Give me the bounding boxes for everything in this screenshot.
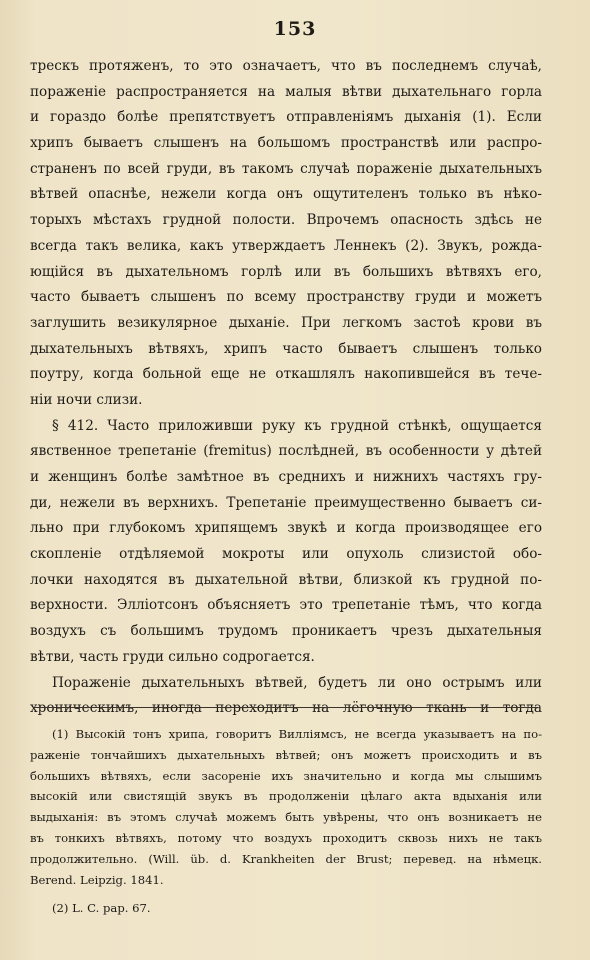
text-line: ди, нежели въ верхнихъ. Трепетаніе преимущественно бываетъ си- xyxy=(30,494,542,511)
footnote-line: продолжительно. (Will. üb. d. Krankheiten der Brust; перевед. на нѣмецк. xyxy=(30,851,542,866)
page-number: 153 xyxy=(273,18,317,40)
text-line: верхности. Эллiотсонъ объясняетъ это трепетаніе тѣмъ, что когда xyxy=(30,597,542,614)
footnote-1 xyxy=(30,724,542,890)
text-line: страненъ по всей груди, въ такомъ случаѣ пораженіе дыхательныхъ xyxy=(30,160,542,177)
text-line: пораженіе распространяется на малыя вѣтви дыхательнаго горла xyxy=(30,83,542,100)
text-line: всегда такъ велика, какъ утверждаетъ Леннекъ (2). Звукъ, рожда- xyxy=(30,237,542,254)
text-line: льно при глубокомъ хрипящемъ звукѣ и когда производящее его xyxy=(30,520,542,537)
text-line: трескъ протяженъ, то это означаетъ, что въ последнемъ случаѣ, xyxy=(30,58,542,74)
text-line: хрипъ бываетъ слышенъ на большомъ пространствѣ или распро- xyxy=(30,135,542,152)
text-line: вѣтвей опаснѣе, нежели когда онъ ощутителенъ только въ нѣко- xyxy=(30,186,542,203)
text-line: и женщинъ болѣе замѣтное въ среднихъ и нижнихъ частяхъ гру- xyxy=(30,469,542,485)
text-line: воздухъ съ большимъ трудомъ проникаетъ чрезъ дыхательныя xyxy=(30,623,542,640)
text-line: ющійся въ дыхательномъ горлѣ или въ большихъ вѣтвяхъ его, xyxy=(30,263,542,280)
text-line: Пораженіе дыхательныхъ вѣтвей, будетъ ли оно острымъ или xyxy=(52,674,542,691)
text-line: ніи ночи слизи. xyxy=(30,391,143,408)
footnote-line: большихъ вѣтвяхъ, если засореніе ихъ значительно и когда мы слышимъ xyxy=(30,768,542,783)
footnotes xyxy=(30,724,542,919)
text-line: дыхательныхъ вѣтвяхъ, хрипъ часто бываетъ слышенъ только xyxy=(30,340,542,357)
text-line: вѣтви, часть груди сильно содрогается. xyxy=(30,648,315,665)
text-line: заглушить везикулярное дыханіе. При легкомъ застоѣ крови въ xyxy=(30,314,542,331)
text-line: § 412. Часто приложивши руку къ грудной стѣнкѣ, ощущается xyxy=(52,417,542,434)
footnote-separator xyxy=(34,707,538,708)
text-line: торыхъ мѣстахъ грудной полости. Впрочемъ опасность здѣсь не xyxy=(30,212,542,229)
text-line: лочки находятся въ дыхательной вѣтви, близкой къ грудной по- xyxy=(30,571,542,588)
footnote-line: (1) Высокій тонъ хрипа, говоритъ Вилліямсъ, не всегда указываетъ на по- xyxy=(52,727,542,741)
text-line: скопленіе отдѣляемой мокроты или опухоль слизистой обо- xyxy=(30,546,542,563)
text-line: и гораздо болѣе препятствуетъ отправленіямъ дыханія (1). Если xyxy=(30,109,542,126)
footnote-line: высокій или свистящій звукъ въ продолженіи цѣлаго акта вдыханія или xyxy=(30,789,542,804)
footnote-line: Berend. Leipzig. 1841. xyxy=(30,872,164,887)
footnote-2: (2) L. C. pap. 67. xyxy=(52,901,151,916)
footnote-line: въ тонкихъ вѣтвяхъ, потому что воздухъ проходитъ сквозь нихъ не такъ xyxy=(30,830,542,845)
body-text xyxy=(30,54,542,722)
text-line: поутру, когда больной еще не откашлялъ накопившейся въ тече- xyxy=(30,366,542,383)
text-line: хроническимъ, иногда переходитъ на лёгочную ткань и тогда xyxy=(30,700,542,717)
text-line: явственное трепетаніе (fremitus) послѣдней, въ особенности у дѣтей xyxy=(30,443,542,460)
footnote-line: выдыханія: въ этомъ случаѣ можемъ быть увѣрены, что онъ возникаетъ не xyxy=(30,810,542,825)
text-line: часто бываетъ слышенъ по всему пространству груди и можетъ xyxy=(30,289,542,306)
footnote-line: раженіе тончайшихъ дыхательныхъ вѣтвей; онъ можетъ происходить и въ xyxy=(30,747,542,762)
